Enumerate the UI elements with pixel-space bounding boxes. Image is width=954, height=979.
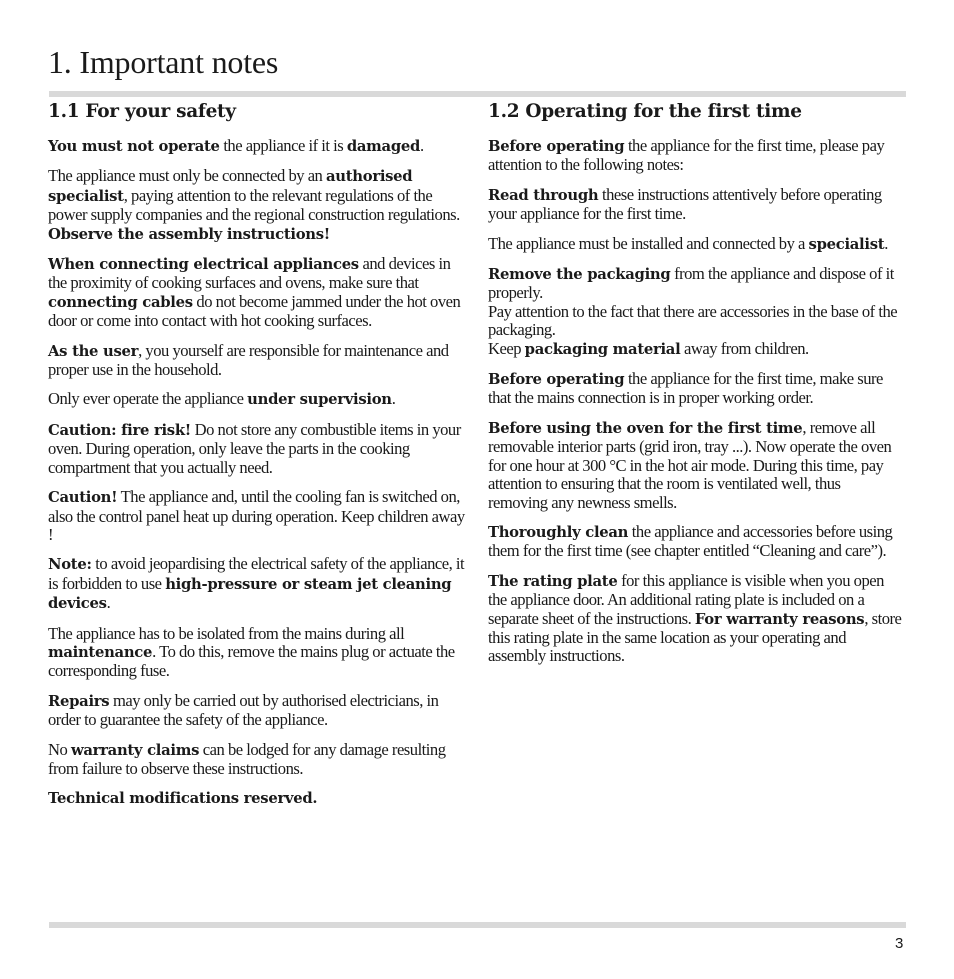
text: , remove all removable interior parts (grid iron, tray ...). Now operate the oven for one hour at 300 °C in the hot air mode. During this time, pay attention to ensuring that the room is ventilated well, thus removing any newness smells.: [488, 417, 892, 512]
first-time-paragraph: [488, 523, 903, 561]
safety-paragraph: [48, 488, 468, 544]
safety-paragraph: [48, 692, 468, 730]
safety-paragraph: [48, 167, 468, 244]
first-time-paragraph: [488, 265, 903, 359]
text: do not become jammed under the hot oven door or come into contact with hot cooking surfaces.: [48, 291, 461, 331]
text: The appliance must be installed and connected by a: [488, 233, 809, 253]
emphasis: warranty claims: [70, 741, 200, 759]
first-time-column: [488, 98, 903, 677]
emphasis: Repairs: [48, 692, 110, 710]
first-time-paragraph: [488, 235, 903, 254]
text: and devices in the proximity of cooking surfaces and ovens, make sure that: [48, 254, 451, 293]
safety-paragraph: [48, 789, 468, 808]
page-number: 3: [895, 935, 904, 952]
first-time-paragraph: [488, 370, 903, 408]
safety-paragraph: [48, 741, 468, 779]
text: , paying attention to the relevant regulations of the power supply companies and the regional construction regulations.: [48, 185, 460, 225]
emphasis: You must not operate: [48, 138, 220, 155]
text: .: [106, 593, 111, 613]
text: Only ever operate the appliance: [48, 389, 248, 409]
safety-paragraph: [48, 421, 468, 477]
emphasis: Observe the assembly instructions!: [48, 225, 330, 243]
first-time-paragraph: [488, 186, 903, 224]
page-title: 1. Important notes: [48, 44, 279, 80]
text: away from children.: [680, 338, 809, 358]
safety-paragraph: [48, 555, 468, 613]
emphasis: Caution: fire risk!: [48, 421, 191, 439]
text: the appliance and accessories before using them for the first time (see chapter entitled “Cleaning and care”).: [488, 521, 893, 561]
first-time-heading: 1.2 Operating for the first time: [488, 101, 802, 122]
emphasis: Remove the packaging: [488, 266, 671, 284]
text: . To do this, remove the mains plug or actuate the corresponding fuse.: [48, 641, 455, 681]
first-time-paragraph: [488, 137, 903, 175]
first-time-paragraph: [488, 419, 903, 512]
safety-heading: 1.1 For your safety: [48, 101, 236, 122]
emphasis: Read through: [488, 186, 599, 204]
text: to avoid jeopardising the electrical safety of the appliance, it is forbidden to use: [48, 554, 465, 593]
text: can be lodged for any damage resulting from failure to observe these instructions.: [48, 739, 446, 778]
text: The appliance has to be isolated from the mains during all: [48, 623, 405, 643]
emphasis: For warranty reasons: [694, 610, 865, 628]
safety-paragraph: [48, 255, 468, 331]
text: The appliance and, until the cooling fan is switched on, also the control panel heat up during operation. Keep children away !: [48, 487, 465, 544]
emphasis: under supervision: [247, 391, 392, 409]
text: , you yourself are responsible for maintenance and proper use in the household.: [48, 340, 449, 380]
text: .: [391, 389, 396, 409]
text: No: [48, 739, 71, 759]
text: , store this rating plate in the same location as your operating and assembly instructions.: [488, 608, 902, 666]
emphasis: specialist: [808, 235, 885, 253]
first-time-paragraph: [488, 572, 903, 666]
emphasis: When connecting electrical appliances: [48, 256, 359, 274]
text: may only be carried out by authorised electricians, in order to guarantee the safety of the appliance.: [48, 690, 439, 730]
emphasis: Note:: [48, 556, 92, 574]
text: .: [884, 233, 888, 253]
emphasis: authorised specialist: [48, 168, 413, 205]
emphasis: maintenance: [48, 643, 153, 661]
safety-column: [48, 98, 468, 820]
emphasis: Before using the oven for the first time: [488, 419, 803, 437]
emphasis: Caution!: [48, 489, 118, 507]
text: Do not store any combustible items in your oven. During operation, only leave the parts in the cooking compartment that you actually need.: [48, 419, 461, 477]
emphasis: As the user: [48, 342, 139, 360]
emphasis: damaged: [346, 138, 421, 155]
emphasis: Technical modifications reserved.: [48, 790, 318, 808]
text: the appliance for the first time, make sure that the mains connection is in proper working order.: [488, 369, 883, 408]
bottom-divider: [49, 922, 906, 928]
emphasis: The rating plate: [488, 572, 618, 590]
emphasis: high-pressure or steam jet cleaning devices: [48, 575, 452, 613]
emphasis: Thoroughly clean: [488, 523, 629, 541]
safety-paragraph: [48, 137, 468, 156]
text: The appliance must only be connected by an: [48, 166, 327, 186]
text: .: [420, 136, 424, 155]
top-divider: [49, 91, 906, 97]
emphasis: packaging material: [524, 340, 681, 358]
text: the appliance for the first time, please pay attention to the following notes:: [488, 136, 885, 175]
safety-paragraph: [48, 625, 468, 681]
safety-paragraph: [48, 390, 468, 409]
text: the appliance if it is: [219, 136, 347, 155]
emphasis: Before operating: [488, 138, 625, 155]
text: Keep: [488, 338, 525, 358]
text: from the appliance and dispose of it properly.: [488, 264, 894, 303]
emphasis: Before operating: [488, 371, 625, 389]
safety-paragraph: [48, 342, 468, 380]
text: for this appliance is visible when you open the appliance door. An additional rating plate is included on a separate sheet of the instructions.: [488, 570, 884, 628]
text: these instructions attentively before operating your appliance for the first time.: [488, 184, 882, 224]
text: Pay attention to the fact that there are accessories in the base of the packaging.: [488, 301, 898, 340]
emphasis: connecting cables: [48, 293, 193, 311]
